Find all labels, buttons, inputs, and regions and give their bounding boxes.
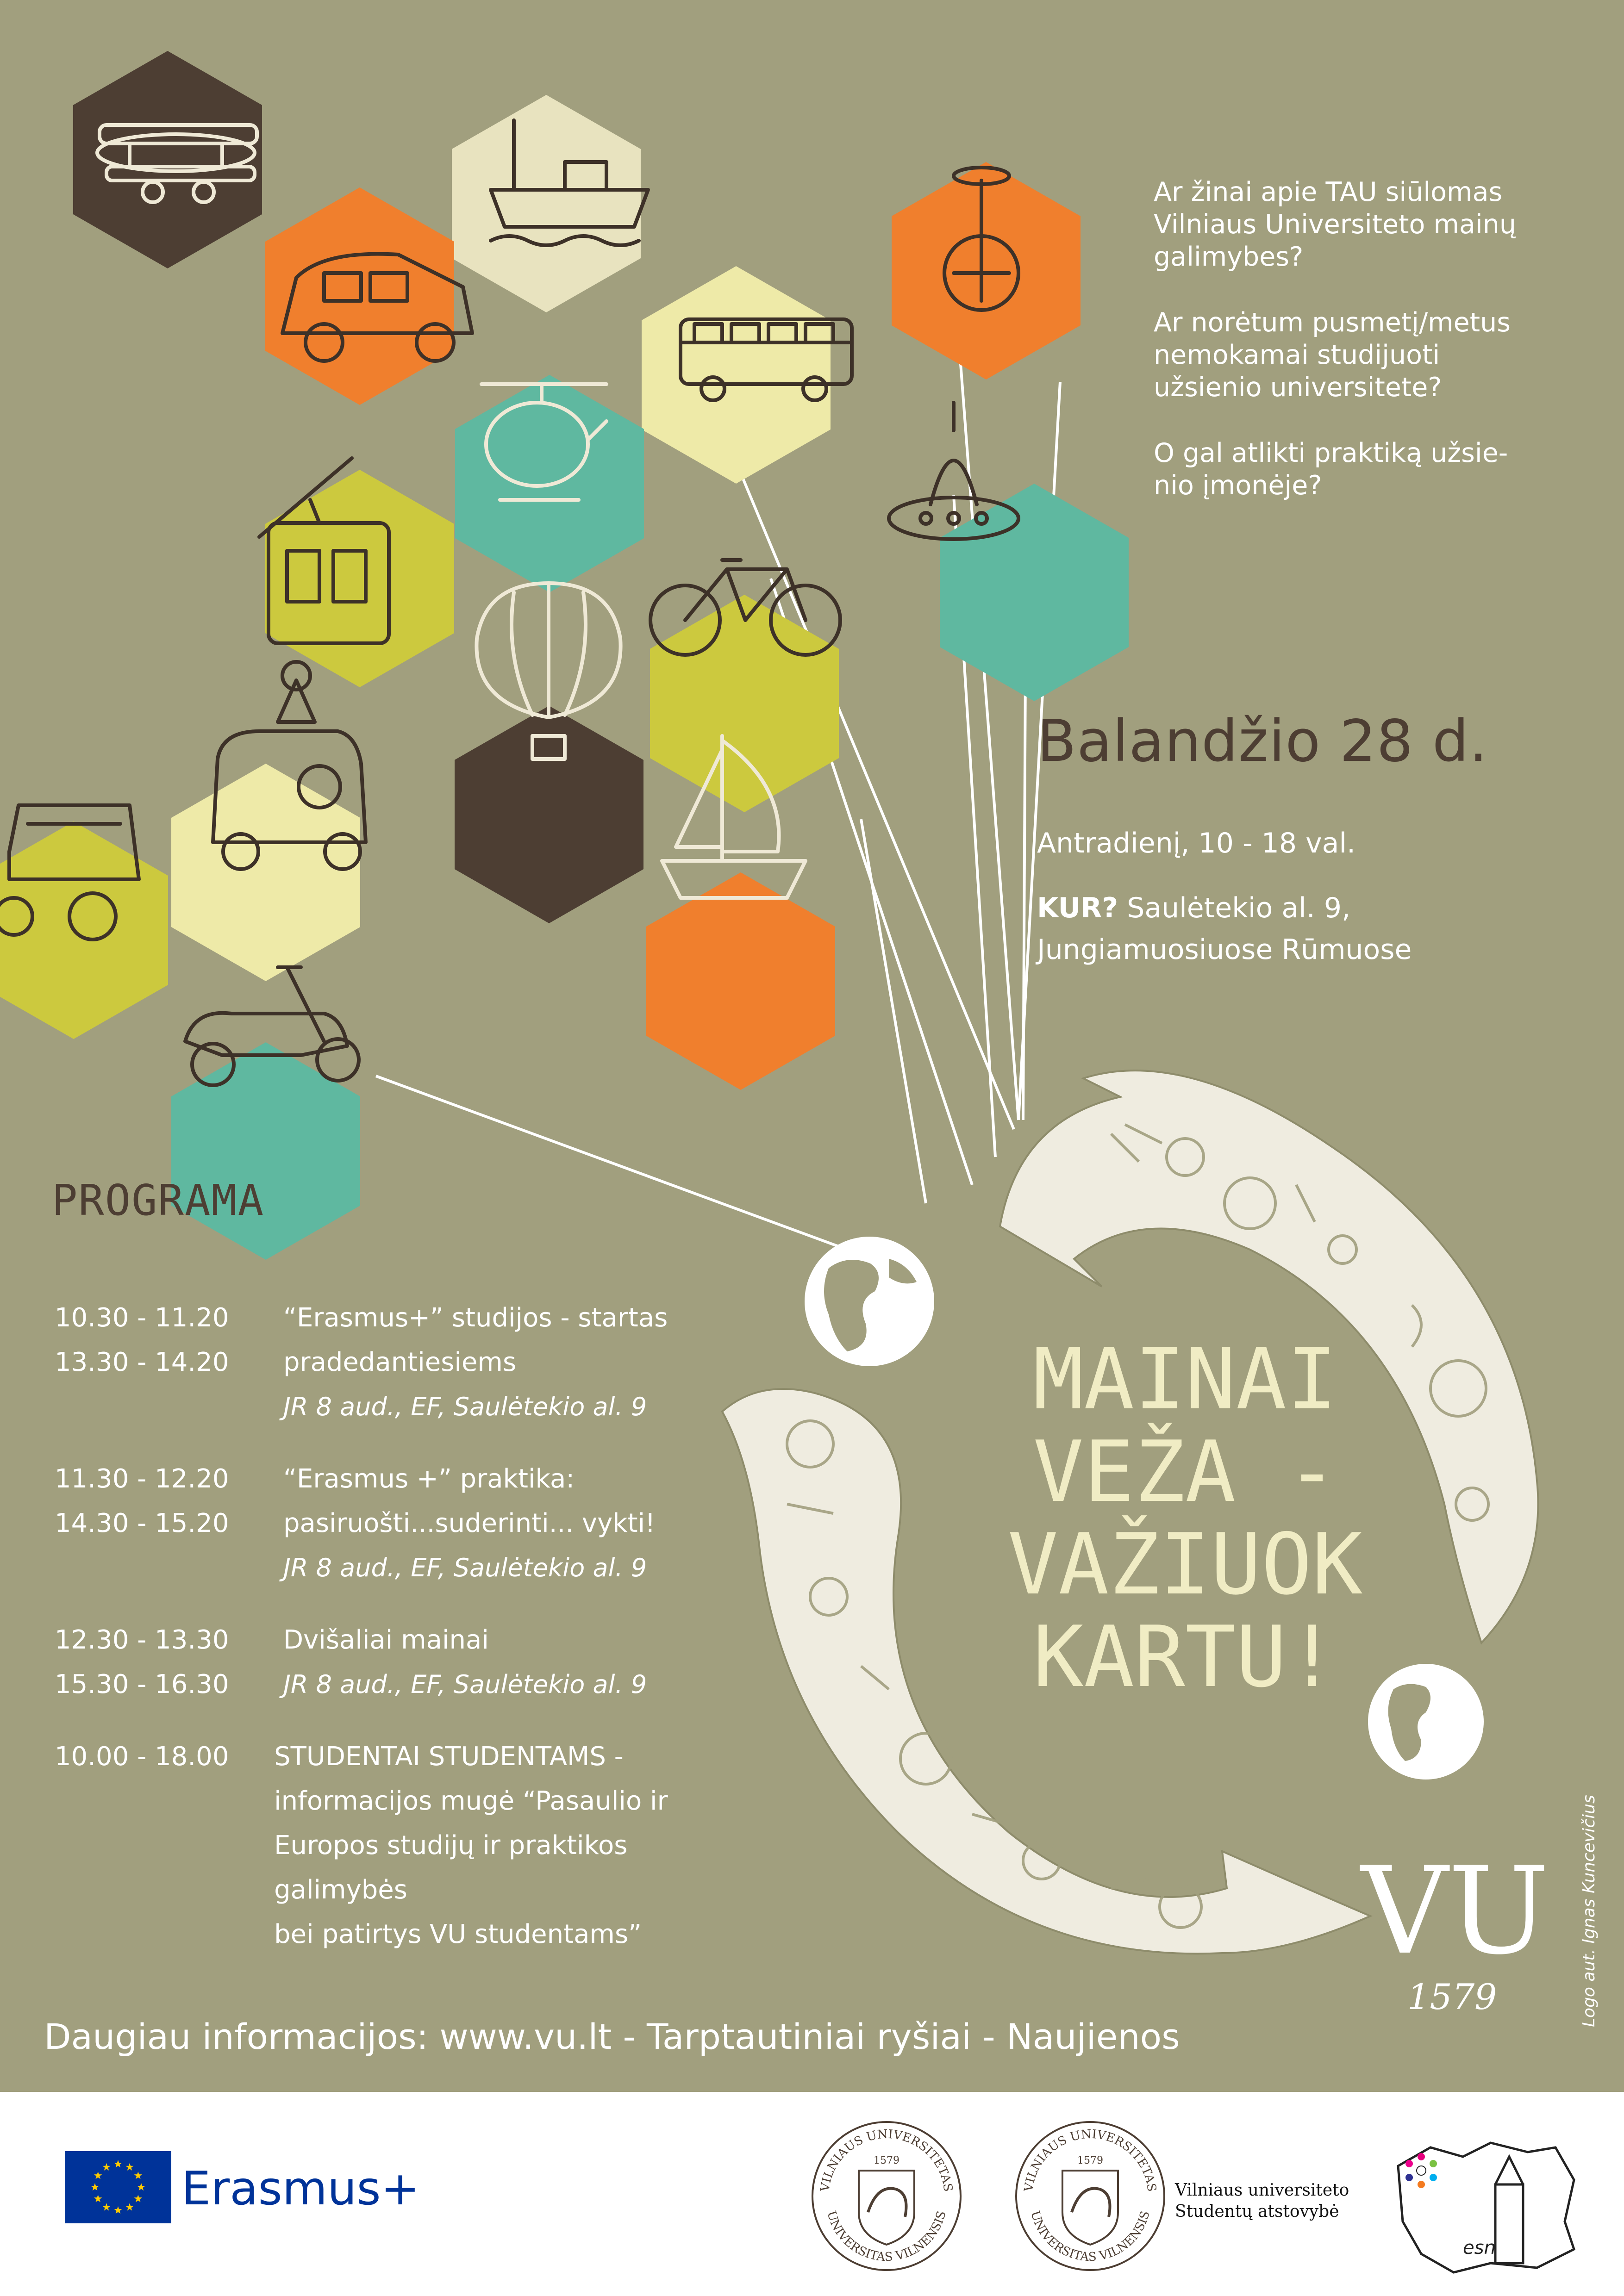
student-union-name (1175, 2180, 1349, 2222)
svg-text:1579: 1579 (1077, 2155, 1103, 2166)
program-text: Europos studijų ir praktikos galimybės (274, 1830, 628, 1905)
program-time: 10.00 - 18.00 (55, 1742, 229, 1772)
program-item (55, 1618, 749, 1707)
program-location: JR 8 aud., EF, Saulėtekio al. 9 (283, 1553, 647, 1582)
slogan (963, 1330, 1407, 1706)
eu-flag-icon (65, 2151, 171, 2223)
question-line: Vilniaus Universiteto mainų (1154, 209, 1516, 240)
program-text: pasiruošti...suderinti... vykti! (283, 1508, 656, 1538)
program-time: 14.30 - 15.20 (55, 1508, 229, 1538)
program-location: JR 8 aud., EF, Saulėtekio al. 9 (283, 1392, 647, 1421)
student-union-line: Vilniaus universiteto (1175, 2181, 1349, 2200)
program-times (55, 1457, 283, 1590)
program-text: STUDENTAI STUDENTAMS - (274, 1742, 624, 1772)
program-item (55, 1457, 749, 1590)
university-seal-icon (810, 2120, 963, 2272)
program-text: informacijos mugė “Pasaulio ir (274, 1786, 668, 1816)
vu-logo-year: 1579 (1407, 1976, 1497, 2017)
program-item (55, 1735, 749, 1957)
program-text: Dvišaliai mainai (283, 1625, 489, 1655)
questions-block (1154, 176, 1516, 502)
event-where (1037, 889, 1350, 927)
program-times (55, 1296, 283, 1429)
footer (0, 2092, 1624, 2296)
program-time: 15.30 - 16.30 (55, 1669, 229, 1699)
program-details (283, 1296, 668, 1429)
svg-text:1579: 1579 (874, 2155, 899, 2166)
program-details (283, 1457, 656, 1590)
svg-text:UNIVERSITAS VILNENSIS: UNIVERSITAS VILNENSIS (1028, 2209, 1153, 2265)
where-label: KUR? (1037, 892, 1118, 924)
program-location: JR 8 aud., EF, Saulėtekio al. 9 (283, 1670, 647, 1699)
program-details (283, 1618, 647, 1707)
program-text: “Erasmus +” praktika: (283, 1464, 575, 1494)
student-union-line: Studentų atstovybė (1175, 2202, 1339, 2221)
question-line: galimybes? (1154, 242, 1304, 272)
question-line: nemokamai studijuoti (1154, 340, 1440, 370)
more-info: Daugiau informacijos: www.vu.lt - Tarptautiniai ryšiai - Naujienos (44, 2016, 1180, 2057)
esn-logo-icon (1389, 2129, 1583, 2277)
program-time: 12.30 - 13.30 (55, 1625, 229, 1655)
program-time: 10.30 - 11.20 (55, 1303, 229, 1333)
slogan-line: VEŽA - (1033, 1423, 1337, 1521)
program-item (55, 1296, 749, 1429)
question-line: nio įmonėje? (1154, 470, 1322, 501)
student-union-seal-icon (1014, 2120, 1167, 2272)
program-text: “Erasmus+” studijos - startas (283, 1303, 668, 1333)
erasmus-label: Erasmus+ (181, 2161, 420, 2215)
slogan-line: MAINAI (1033, 1330, 1337, 1428)
question-line: užsienio universitete? (1154, 372, 1442, 403)
slogan-line: VAŽIUOK (1007, 1515, 1363, 1613)
svg-text:UNIVERSITAS VILNENSIS: UNIVERSITAS VILNENSIS (824, 2209, 949, 2265)
program-list (55, 1296, 749, 1957)
event-date: Balandžio 28 d. (1037, 708, 1488, 775)
vu-logo: VU (1361, 1842, 1549, 1981)
program-time: 13.30 - 14.20 (55, 1347, 229, 1377)
program-title: PROGRAMA (52, 1176, 265, 1225)
program-details (274, 1735, 749, 1957)
question-line: Ar žinai apie TAU siūlomas (1154, 177, 1503, 207)
program-times (55, 1618, 283, 1707)
slogan-line: KARTU! (1033, 1608, 1337, 1706)
question-line: Ar norėtum pusmetį/metus (1154, 307, 1511, 338)
question-line: O gal atlikti praktiką užsie- (1154, 438, 1508, 468)
program-text: bei patirtys VU studentams” (274, 1919, 642, 1949)
program-time: 11.30 - 12.20 (55, 1464, 229, 1494)
svg-text:VILNIAUS UNIVERSITETAS: VILNIAUS UNIVERSITETAS (818, 2127, 955, 2193)
event-day-time: Antradienį, 10 - 18 val. (1037, 827, 1356, 859)
svg-text:esn: esn (1463, 2237, 1496, 2259)
globe-icon (805, 1237, 934, 1366)
svg-text:VILNIAUS UNIVERSITETAS: VILNIAUS UNIVERSITETAS (1022, 2127, 1159, 2193)
event-venue: Jungiamuosiuose Rūmuose (1037, 933, 1412, 966)
program-times (55, 1735, 274, 1957)
where-address: Saulėtekio al. 9, (1118, 892, 1351, 924)
logo-credit: Logo aut. Ignas Kuncevičius (1580, 1795, 1599, 2027)
program-text: pradedantiesiems (283, 1347, 517, 1377)
